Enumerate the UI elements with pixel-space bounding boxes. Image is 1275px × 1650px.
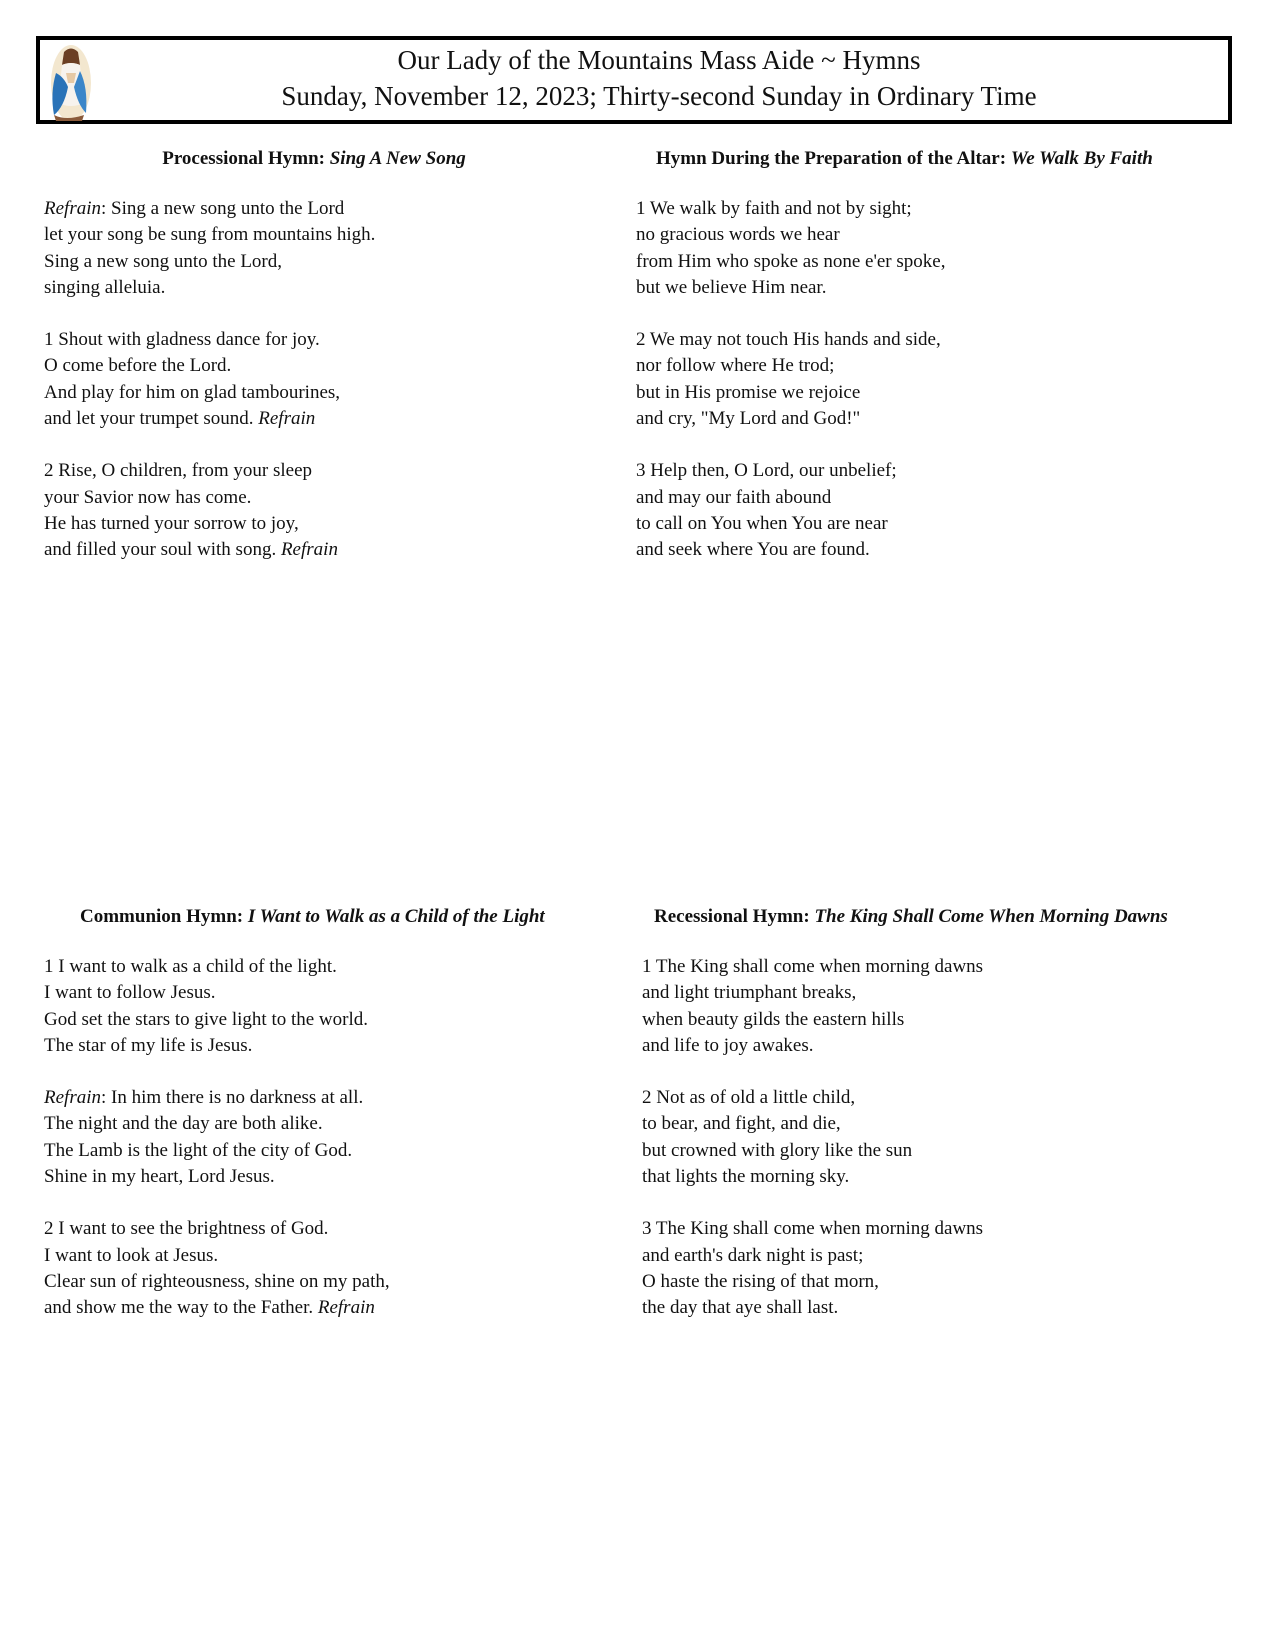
- lyric-line: and let your trumpet sound. Refrain: [44, 408, 316, 430]
- lyric-line: and earth's dark night is past;: [642, 1244, 864, 1266]
- refrain-label: Refrain: [44, 1087, 101, 1109]
- lyric-line: 3 The King shall come when morning dawns: [642, 1218, 984, 1240]
- lyric-line: the day that aye shall last.: [642, 1297, 839, 1319]
- hymn-label: Recessional Hymn:: [654, 906, 815, 927]
- lyric-line: He has turned your sorrow to joy,: [44, 512, 299, 534]
- lyric-line: Shine in my heart, Lord Jesus.: [44, 1166, 275, 1188]
- verse-stanza: [642, 954, 1162, 1059]
- refrain-stanza: [44, 1085, 564, 1190]
- lyric-line: and life to joy awakes.: [642, 1034, 814, 1056]
- lyric-line: The night and the day are both alike.: [44, 1113, 323, 1135]
- refrain-stanza: [44, 196, 564, 301]
- hymn-lyrics: [44, 196, 564, 590]
- lyric-line: to bear, and fight, and die,: [642, 1113, 841, 1135]
- hymn-heading: [80, 905, 545, 929]
- lyric-line: 1 We walk by faith and not by sight;: [636, 198, 912, 219]
- lyric-line: Sing a new song unto the Lord,: [44, 250, 283, 272]
- page-title: Our Lady of the Mountains Mass Aide ~ Hymns: [397, 45, 921, 75]
- refrain-label: Refrain: [44, 198, 101, 219]
- hymn-lyrics: [44, 954, 564, 1348]
- hymn-heading: [44, 147, 584, 171]
- verse-stanza: [636, 327, 1156, 432]
- lyric-line: Refrain: Sing a new song unto the Lord: [44, 198, 345, 219]
- hymn-label: Communion Hymn:: [80, 906, 248, 927]
- verse-stanza: [44, 327, 564, 432]
- lyric-line: 2 Rise, O children, from your sleep: [44, 460, 313, 482]
- refrain-cue: Refrain: [258, 408, 316, 430]
- lyric-line: and cry, "My Lord and God!": [636, 408, 861, 430]
- lyric-line: And play for him on glad tambourines,: [44, 381, 341, 403]
- lyric-line: when beauty gilds the eastern hills: [642, 1008, 905, 1030]
- lyric-line: that lights the morning sky.: [642, 1166, 850, 1188]
- lyric-line: but we believe Him near.: [636, 276, 827, 298]
- refrain-cue: Refrain: [317, 1297, 375, 1319]
- verse-stanza: [642, 1085, 1162, 1190]
- lyric-line: 3 Help then, O Lord, our unbelief;: [636, 460, 897, 482]
- madonna-image-icon: [44, 43, 96, 123]
- lyric-line: and may our faith abound: [636, 486, 832, 508]
- verse-stanza: [636, 458, 1156, 563]
- refrain-cue: Refrain: [280, 539, 338, 561]
- hymn-title: Sing A New Song: [329, 148, 466, 169]
- verse-stanza: [636, 196, 1156, 301]
- lyric-line: and show me the way to the Father. Refrain: [44, 1297, 375, 1319]
- lyric-line: O come before the Lord.: [44, 355, 232, 377]
- hymn-label: Processional Hymn:: [162, 148, 330, 169]
- hymn-title: I Want to Walk as a Child of the Light: [247, 906, 545, 927]
- lyric-line: from Him who spoke as none e'er spoke,: [636, 250, 946, 272]
- lyric-line: nor follow where He trod;: [636, 355, 835, 377]
- lyric-line: but crowned with glory like the sun: [642, 1139, 913, 1161]
- lyric-line: I want to follow Jesus.: [44, 982, 216, 1004]
- hymn-heading: [654, 905, 1168, 929]
- hymn-lyrics: [642, 954, 1162, 1348]
- lyric-line: The star of my life is Jesus.: [44, 1034, 253, 1056]
- verse-stanza: [44, 458, 564, 563]
- verse-stanza: [642, 1216, 1162, 1321]
- lyric-line: singing alleluia.: [44, 276, 166, 298]
- lyric-line: God set the stars to give light to the world.: [44, 1008, 369, 1030]
- lyric-line: I want to look at Jesus.: [44, 1244, 219, 1266]
- lyric-line: The Lamb is the light of the city of God.: [44, 1139, 353, 1161]
- lyric-line: 2 Not as of old a little child,: [642, 1087, 856, 1109]
- lyric-line: and light triumphant breaks,: [642, 982, 857, 1004]
- hymn-title: We Walk By Faith: [1010, 148, 1153, 169]
- lyric-line: Refrain: In him there is no darkness at all.: [44, 1087, 364, 1109]
- lyric-line: 2 I want to see the brightness of God.: [44, 1218, 329, 1240]
- lyric-line: and filled your soul with song. Refrain: [44, 539, 338, 561]
- lyric-line: 2 We may not touch His hands and side,: [636, 329, 941, 351]
- hymn-title: The King Shall Come When Morning Dawns: [814, 906, 1168, 927]
- lyric-line: no gracious words we hear: [636, 224, 840, 246]
- verse-stanza: [44, 1216, 564, 1321]
- lyric-line: but in His promise we rejoice: [636, 381, 861, 403]
- hymn-heading: [656, 147, 1153, 171]
- lyric-line: 1 Shout with gladness dance for joy.: [44, 329, 320, 351]
- page-subtitle: Sunday, November 12, 2023; Thirty-second Sunday in Ordinary Time: [281, 81, 1037, 111]
- lyric-line: and seek where You are found.: [636, 539, 870, 561]
- lyric-line: let your song be sung from mountains high.: [44, 224, 376, 246]
- lyric-line: 1 I want to walk as a child of the light.: [44, 956, 337, 977]
- lyric-line: to call on You when You are near: [636, 512, 888, 534]
- lyric-line: 1 The King shall come when morning dawns: [642, 956, 984, 977]
- lyric-line: O haste the rising of that morn,: [642, 1270, 879, 1292]
- hymn-lyrics: [636, 196, 1156, 590]
- lyric-line: your Savior now has come.: [44, 486, 252, 508]
- lyric-line: Clear sun of righteousness, shine on my path,: [44, 1270, 390, 1292]
- verse-stanza: [44, 954, 564, 1059]
- header-box: [36, 36, 1232, 124]
- hymn-label: Hymn During the Preparation of the Altar:: [656, 148, 1011, 169]
